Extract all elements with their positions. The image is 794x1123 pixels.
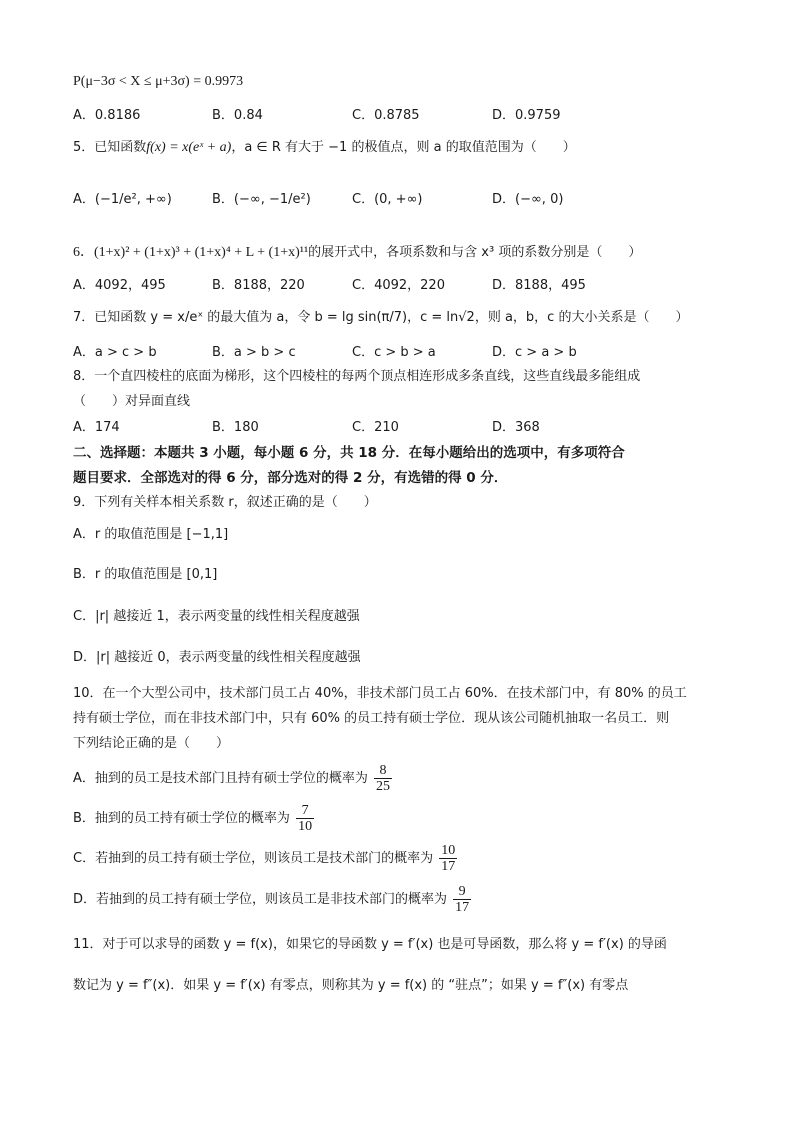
question-10-stem-line1: 10．在一个大型公司中，技术部门员工占 40%，非技术部门员工占 60%．在技术部门中，有 80% 的员工: [73, 686, 687, 701]
q8-option-b[interactable]: B．180: [212, 420, 259, 435]
q5-option-b[interactable]: B．(−∞, −1/e²): [212, 192, 311, 207]
q5-option-a[interactable]: A．(−1/e², +∞): [73, 192, 172, 207]
section-2-heading-line1: 二、选择题：本题共 3 小题，每小题 6 分，共 18 分．在每小题给出的选项中，有多项符合: [73, 445, 625, 461]
prev-option-a[interactable]: A．0.8186: [73, 108, 141, 123]
q8-option-c[interactable]: C．210: [352, 420, 399, 435]
q5-formula: f(x) = x(eˣ + a): [146, 140, 232, 155]
question-11-stem-line2: 数记为 y = f″(x)．如果 y = f′(x) 有零点，则称其为 y = f(x) 的 “驻点”；如果 y = f″(x) 有零点: [73, 978, 629, 993]
q10-option-c-text: C．若抽到的员工持有硕士学位，则该员工是技术部门的概率为: [73, 851, 434, 866]
q6-option-c[interactable]: C．4092，220: [352, 278, 445, 293]
q9-option-d[interactable]: D．|r| 越接近 0，表示两变量的线性相关程度越强: [73, 650, 361, 665]
q7-option-a[interactable]: A．a > c > b: [73, 345, 157, 360]
q6-option-b[interactable]: B．8188，220: [212, 278, 305, 293]
q9-option-a[interactable]: A．r 的取值范围是 [−1,1]: [73, 527, 229, 542]
question-8-stem-line1: 8．一个直四棱柱的底面为梯形，这个四棱柱的每两个顶点相连形成多条直线，这些直线最多能组成: [73, 369, 641, 384]
q8-option-d[interactable]: D．368: [492, 420, 540, 435]
q6-formula: 6．(1+x)² + (1+x)³ + (1+x)⁴ + L + (1+x)¹¹: [73, 245, 309, 260]
q6-text: 的展开式中，各项系数和与含 x³ 项的系数分别是（ ）: [308, 245, 642, 260]
q10-option-b-fraction: $\frac{7}{10}$: [298, 803, 313, 834]
q6-option-d[interactable]: D．8188，495: [492, 278, 586, 293]
question-8-stem-line2: （ ）对异面直线: [73, 394, 191, 409]
question-9-stem: 9．下列有关样本相关系数 r，叙述正确的是（ ）: [73, 495, 377, 510]
q9-option-b[interactable]: B．r 的取值范围是 [0,1]: [73, 567, 218, 582]
question-11-stem-line1: 11．对于可以求导的函数 y = f(x)，如果它的导函数 y = f′(x) 也是可导函数，那么将 y = f′(x) 的导函: [73, 937, 667, 952]
q8-option-a[interactable]: A．174: [73, 420, 120, 435]
prev-option-b[interactable]: B．0.84: [212, 108, 263, 123]
q10-option-b[interactable]: [73, 802, 316, 836]
q5-text-a: 5．已知函数: [73, 140, 147, 155]
q7-option-c[interactable]: C．c > b > a: [352, 345, 436, 360]
q7-option-b[interactable]: B．a > b > c: [212, 345, 296, 360]
question-6-stem: [73, 243, 641, 263]
q9-option-c[interactable]: C．|r| 越接近 1，表示两变量的线性相关程度越强: [73, 609, 360, 624]
q10-option-d-fraction: $\frac{9}{17}$: [455, 884, 470, 915]
q10-option-c[interactable]: [73, 842, 459, 876]
question-10-stem-line2: 持有硕士学位，而在非技术部门中，只有 60% 的员工持有硕士学位．现从该公司随机抽取一名员工．则: [73, 711, 670, 726]
q6-option-a[interactable]: A．4092，495: [73, 278, 166, 293]
prev-option-d[interactable]: D．0.9759: [492, 108, 561, 123]
question-7-stem: 7．已知函数 y = x/eˣ 的最大值为 a，令 b = lg sin(π/7)，c = ln√2，则 a，b，c 的大小关系是（ ）: [73, 310, 689, 325]
q5-option-d[interactable]: D．(−∞, 0): [492, 192, 564, 207]
q10-option-d-text: D．若抽到的员工持有硕士学位，则该员工是非技术部门的概率为: [73, 892, 448, 907]
q10-option-a-fraction: $\frac{8}{25}$: [376, 763, 391, 794]
q7-option-d[interactable]: D．c > a > b: [492, 345, 577, 360]
q10-option-b-text: B．抽到的员工持有硕士学位的概率为: [73, 811, 290, 826]
question-5-stem: [73, 138, 576, 158]
q10-option-d[interactable]: [73, 883, 473, 917]
normal-distribution-formula: P(μ−3σ < X ≤ μ+3σ) = 0.9973: [73, 74, 244, 89]
prev-option-c[interactable]: C．0.8785: [352, 108, 420, 123]
q10-option-a[interactable]: [73, 762, 394, 796]
q5-option-c[interactable]: C．(0, +∞): [352, 192, 423, 207]
q10-option-a-text: A．抽到的员工是技术部门且持有硕士学位的概率为: [73, 771, 368, 786]
q5-text-b: ，a ∈ R 有大于 −1 的极值点，则 a 的取值范围为（ ）: [231, 140, 576, 155]
section-2-heading-line2: 题目要求．全部选对的得 6 分，部分选对的得 2 分，有选错的得 0 分．: [73, 470, 508, 486]
q10-option-c-fraction: $\frac{10}{17}$: [441, 843, 456, 874]
question-10-stem-line3: 下列结论正确的是（ ）: [73, 736, 230, 751]
